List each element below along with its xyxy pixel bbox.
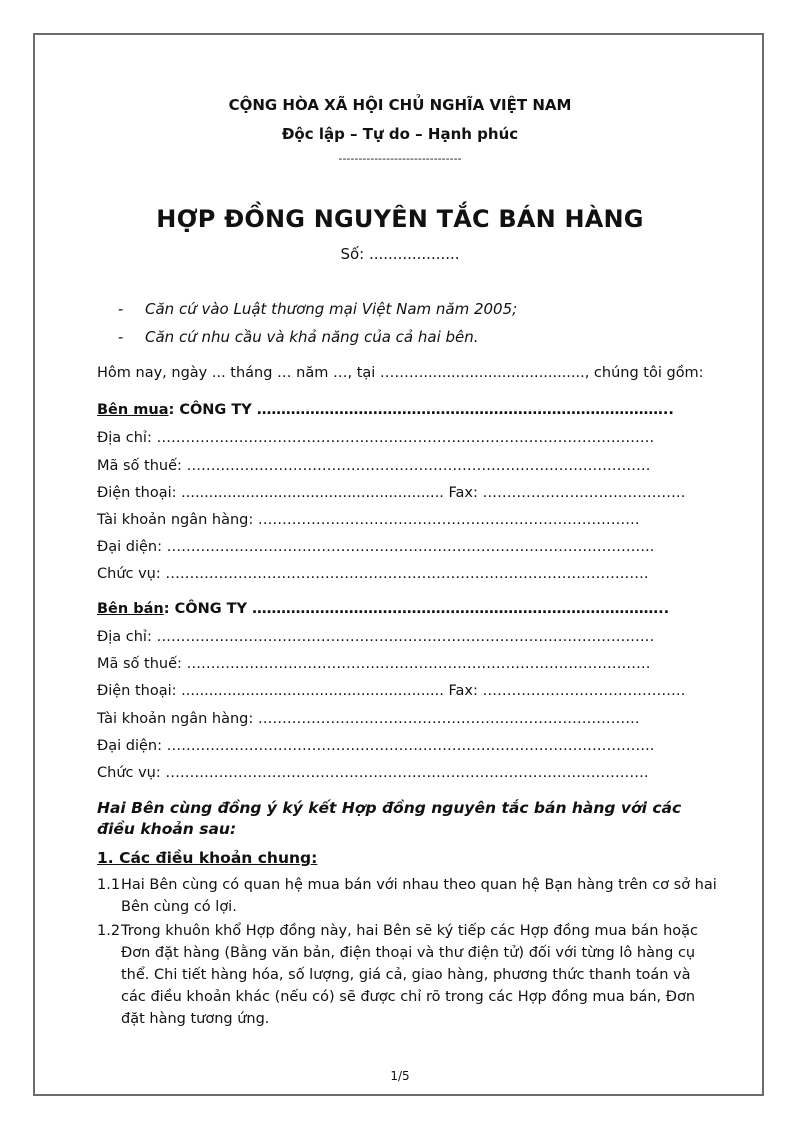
seller-phone-fax: Điện thoại: ......................................................... Fax: …………………………………… (97, 683, 686, 699)
seller-bank-account: Tài khoản ngân hàng: ……………………………………………………………………. (97, 711, 640, 727)
buyer-label: Bên mua (97, 402, 169, 418)
national-title: CỘNG HÒA XÃ HỘI CHỦ NGHĨA VIỆT NAM (228, 96, 572, 114)
buyer-heading (97, 402, 674, 418)
buyer-address: Địa chỉ: …………………………………………………………………………………………. (97, 430, 655, 446)
clause-item (97, 874, 717, 918)
seller-representative: Đại diện: ……………………………………………………………………………………….. (97, 738, 655, 754)
section-heading: 1. Các điều khoản chung: (97, 849, 318, 867)
contract-title: HỢP ĐỒNG NGUYÊN TẮC BÁN HÀNG (156, 205, 644, 233)
clause-text: Hai Bên cùng có quan hệ mua bán với nhau theo quan hệ Bạn hàng trên cơ sở hai Bên cùng có lợi. (121, 877, 717, 915)
header-separator: ------------------------------- (338, 152, 462, 165)
seller-label: Bên bán (97, 601, 164, 617)
contract-number: Số: ................... (340, 245, 460, 263)
bullet-dash: - (118, 328, 124, 346)
seller-heading (97, 601, 669, 617)
buyer-bank-account: Tài khoản ngân hàng: ……………………………………………………………………. (97, 512, 640, 528)
seller-company: : CÔNG TY ………………………………………………………………………….. (163, 601, 670, 617)
buyer-tax-code: Mã số thuế: …………………………………………………………………………………… (97, 458, 651, 474)
seller-address: Địa chỉ: …………………………………………………………………………………………. (97, 629, 655, 645)
seller-position: Chức vụ: ………………………………………………………………………………………. (97, 765, 649, 781)
clause-number: 1.2 (97, 923, 121, 939)
clause-number: 1.1 (97, 877, 121, 893)
seller-tax-code: Mã số thuế: …………………………………………………………………………………… (97, 656, 651, 672)
national-motto: Độc lập – Tự do – Hạnh phúc (281, 125, 519, 143)
basis-text: Căn cứ nhu cầu và khả năng của cả hai bên. (145, 328, 479, 346)
buyer-company: : CÔNG TY ………………………………………………………………………….. (168, 402, 674, 418)
clause-item (97, 920, 717, 1030)
bullet-dash: - (118, 300, 124, 318)
intro-line: Hôm nay, ngày ... tháng … năm …, tại ………..................................., chúng tôi gồm: (97, 365, 704, 381)
buyer-representative: Đại diện: ……………………………………………………………………………………….. (97, 539, 655, 555)
buyer-phone-fax: Điện thoại: ......................................................... Fax: …………………………………… (97, 485, 686, 501)
page-number: 1/5 (390, 1069, 410, 1083)
clause-text: Trong khuôn khổ Hợp đồng này, hai Bên sẽ ký tiếp các Hợp đồng mua bán hoặc Đơn đặt hàng (Bằng văn bản, điện thoại và thư điện tử) đối với từng lô hàng cụ thể. Chi tiết hàng hóa, số lượng, giá cả, giao hàng, phương thức thanh toán và các điều khoản khác (nếu có) sẽ được chỉ rõ trong các Hợp đồng mua bán, Đơn đặt hàng tương ứng. (121, 923, 699, 1027)
basis-text: Căn cứ vào Luật thương mại Việt Nam năm 2005; (145, 300, 518, 318)
agreement-statement: Hai Bên cùng đồng ý ký kết Hợp đồng nguyên tắc bán hàng với các điều khoản sau: (97, 799, 682, 838)
buyer-position: Chức vụ: ………………………………………………………………………………………. (97, 566, 649, 582)
